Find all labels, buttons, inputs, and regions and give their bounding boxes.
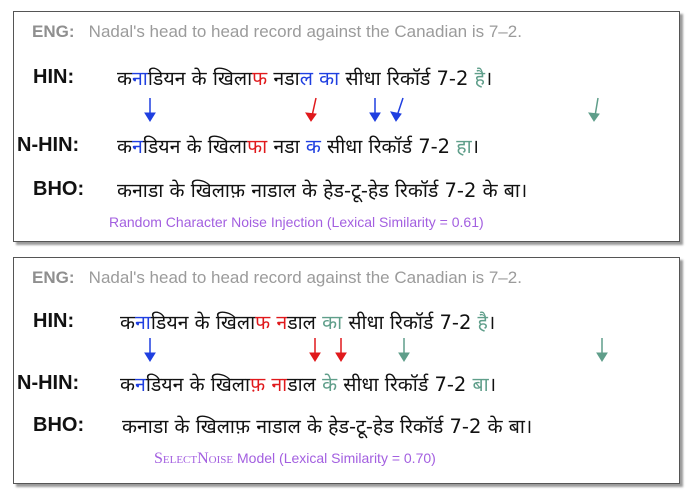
text-segment: डाल	[287, 311, 323, 334]
highlight-blue: न	[131, 135, 143, 158]
model-name: SelectNoise	[154, 450, 234, 467]
highlight-red: ना	[271, 373, 288, 396]
highlight-teal: का	[322, 311, 343, 334]
text-segment: डियन के खिला	[145, 373, 251, 396]
bho-label: BHO:	[33, 178, 85, 200]
arrow-blue-2	[370, 98, 380, 121]
text-segment: डियन के खिला	[147, 67, 253, 90]
text-segment: सीधा रिकॉर्ड 7-2	[337, 373, 473, 396]
bho-sentence: कनाडा के खिलाफ़ नाडाल के हेड-टू-हेड रिकॉर्ड 7-2 के बा।	[117, 179, 528, 202]
text-segment: सीधा रिकॉर्ड 7-2	[342, 311, 478, 334]
text-segment: डियन के खिला	[142, 135, 248, 158]
text-segment: डाल	[287, 373, 323, 396]
highlight-blue: ना	[134, 311, 151, 334]
text-segment: ।	[488, 373, 497, 396]
text-segment: क	[120, 311, 135, 334]
arrow-teal-1	[589, 98, 599, 121]
alignment-arrows	[14, 12, 679, 241]
bho-label: BHO:	[33, 414, 85, 436]
text-segment: ।	[484, 67, 493, 90]
bho-sentence: कनाडा के खिलाफ़ नाडाल के हेड-टू-हेड रिकॉर्ड 7-2 के बा।	[122, 415, 533, 438]
text-segment: नडा	[267, 135, 306, 158]
hin-label: HIN:	[33, 310, 75, 332]
method-caption: Random Character Noise Injection (Lexical Similarity = 0.61)	[109, 214, 484, 230]
nhin-label: N-HIN:	[17, 134, 80, 156]
highlight-teal: के	[322, 373, 338, 396]
highlight-teal: हा	[456, 135, 472, 158]
text-segment: ।	[487, 311, 496, 334]
highlight-red: फ़	[250, 373, 266, 396]
selectnoise-panel	[13, 257, 680, 484]
text-segment: क	[117, 135, 132, 158]
text-segment: सीधा रिकॉर्ड 7-2	[339, 67, 475, 90]
highlight-red: फ	[252, 67, 268, 90]
highlight-red: न	[276, 311, 288, 334]
arrow-red-1	[310, 338, 320, 361]
eng-text: Nadal's head to head record against the Canadian is 7–2.	[88, 268, 522, 287]
highlight-blue: का	[319, 67, 340, 90]
arrow-red-2	[336, 338, 346, 361]
caption-rest: Model (Lexical Similarity = 0.70)	[233, 450, 436, 466]
arrow-blue-3	[391, 98, 403, 121]
eng-text: Nadal's head to head record against the Canadian is 7–2.	[88, 22, 522, 41]
text-segment: क	[117, 67, 132, 90]
highlight-teal: है	[474, 67, 485, 90]
text-segment: डियन के खिला	[150, 311, 256, 334]
highlight-red: फ	[255, 311, 271, 334]
arrow-red-1	[306, 98, 316, 121]
arrow-teal-1	[399, 338, 409, 361]
highlight-blue: ना	[131, 67, 148, 90]
highlight-blue: न	[134, 373, 146, 396]
alignment-arrows	[14, 258, 679, 483]
hin-label: HIN:	[33, 66, 75, 88]
text-segment: नडा	[267, 67, 300, 90]
eng-label: ENG:	[32, 22, 75, 41]
nhin-label: N-HIN:	[17, 372, 80, 394]
highlight-teal: बा	[472, 373, 489, 396]
text-segment: क	[120, 373, 135, 396]
highlight-blue: क	[305, 135, 321, 158]
arrow-teal-2	[597, 338, 607, 361]
highlight-blue: ल	[299, 67, 313, 90]
highlight-red: फा	[247, 135, 268, 158]
text-segment: ।	[471, 135, 480, 158]
eng-label: ENG:	[32, 268, 75, 287]
text-segment: सीधा रिकॉर्ड 7-2	[320, 135, 457, 158]
highlight-teal: है	[477, 311, 488, 334]
arrow-blue-1	[145, 338, 155, 361]
arrow-blue-1	[145, 98, 155, 121]
random-noise-panel	[13, 11, 680, 242]
